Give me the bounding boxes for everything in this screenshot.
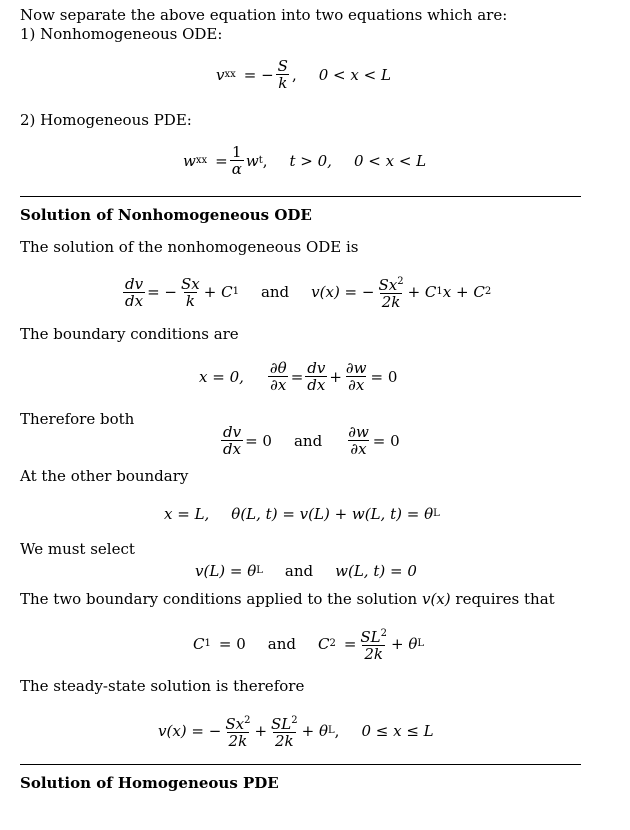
fraction-denominator: α — [231, 160, 242, 178]
eq-condition: 0 < x < L — [318, 65, 391, 84]
eq-operator: = − — [243, 65, 274, 84]
eq-subscript: 1 — [232, 286, 239, 297]
fraction-numerator: SL — [271, 715, 292, 733]
fraction-denominator: 2k — [381, 293, 401, 311]
eq-term: v(L) = θ — [195, 562, 257, 580]
eq-operator: = — [343, 635, 357, 653]
equation-ode — [216, 58, 391, 91]
eq-symbol: v — [216, 65, 225, 84]
eq-term: C — [193, 635, 205, 653]
eq-condition: 0 < x < L — [353, 151, 427, 170]
equation-constants — [193, 626, 424, 662]
eq-subscript: 1 — [436, 286, 443, 297]
pde-label: 2) Homogeneous PDE: — [20, 111, 192, 129]
fraction — [358, 626, 389, 662]
fraction-denominator: k — [278, 74, 288, 92]
fraction-denominator: 2k — [364, 645, 384, 663]
eq-superscript: 2 — [244, 715, 251, 726]
eq-and: and — [260, 283, 290, 301]
fraction-numerator: dv — [223, 423, 242, 441]
equation-steady-state — [158, 713, 434, 749]
eq-term: v(x) = − — [311, 283, 375, 301]
eq-operator: = — [215, 151, 228, 170]
paragraph: At the other boundary — [20, 467, 189, 485]
eq-term: + θ — [391, 635, 418, 653]
eq-symbol: w — [183, 151, 196, 170]
intro-line: Now separate the above equation into two equations which are: — [20, 6, 508, 24]
fraction-numerator: dv — [125, 274, 144, 293]
equation-pde: w xx = $\frac{1}{\alpha}$ w t , t > 0, 0 < x < L — [183, 143, 427, 178]
fraction-denominator: 2k — [228, 732, 248, 750]
eq-punct: , — [334, 722, 340, 740]
eq-subscript: L — [328, 725, 335, 736]
fraction — [276, 58, 290, 91]
eq-term: + C — [407, 283, 437, 301]
eq-term: + C — [203, 283, 233, 301]
eq-term: x + C — [442, 283, 485, 301]
ode-label: 1) Nonhomogeneous ODE: — [20, 25, 223, 43]
fraction — [179, 276, 202, 309]
eq-subscript: L — [256, 565, 263, 576]
paragraph: The boundary conditions are — [20, 325, 239, 343]
eq-condition: t > 0, — [289, 151, 332, 170]
fraction-denominator: dx — [223, 440, 242, 458]
equation-select — [195, 562, 417, 580]
fraction — [230, 144, 244, 177]
section-heading: Solution of Homogeneous PDE — [20, 774, 279, 792]
fraction-denominator: ∂x — [270, 376, 287, 394]
eq-operator: = 0 — [372, 431, 400, 450]
eq-operator: = 0 — [370, 367, 398, 386]
fraction — [305, 360, 327, 393]
eq-operator: + — [329, 367, 342, 386]
fraction-numerator: ∂θ — [269, 359, 287, 377]
eq-subscript: xx — [224, 68, 236, 80]
eq-subscript: 1 — [204, 638, 211, 649]
eq-superscript: 2 — [397, 276, 404, 287]
fraction-numerator: ∂w — [348, 423, 369, 441]
eq-condition: 0 ≤ x ≤ L — [361, 722, 434, 740]
eq-term: C — [317, 635, 330, 653]
eq-term: v(x) = − — [158, 722, 222, 740]
eq-term: + θ — [301, 722, 329, 740]
fraction — [344, 360, 369, 393]
eq-subscript: xx — [195, 154, 208, 166]
paragraph: The solution of the nonhomogeneous ODE is — [20, 238, 359, 256]
eq-operator: + — [254, 722, 268, 740]
eq-superscript: 2 — [380, 628, 388, 639]
fraction-numerator: Sx — [180, 274, 200, 293]
eq-term: x = L, — [164, 505, 210, 523]
eq-operator: = — [290, 367, 304, 386]
eq-punct: , — [291, 65, 297, 84]
paragraph: We must select — [20, 540, 135, 558]
eq-and: and — [267, 635, 296, 653]
fraction-numerator: dv — [307, 359, 326, 377]
fraction — [123, 276, 145, 309]
eq-subscript: t — [258, 154, 263, 166]
paragraph-text: The two boundary conditions applied to the solution — [20, 590, 422, 608]
section-divider — [20, 196, 581, 197]
eq-and: and — [284, 562, 314, 580]
fraction-denominator: k — [185, 291, 195, 310]
fraction-numerator: SL — [360, 628, 381, 646]
fraction-denominator: dx — [307, 376, 326, 394]
fraction-denominator: ∂x — [348, 376, 365, 394]
fraction-numerator: ∂w — [345, 359, 367, 377]
fraction — [221, 424, 243, 457]
paragraph: The steady-state solution is therefore — [20, 677, 305, 695]
eq-and: and — [293, 431, 323, 450]
fraction-denominator: 2k — [275, 732, 294, 750]
eq-term: θ(L, t) = v(L) + w(L, t) = θ — [231, 505, 434, 523]
fraction-numerator: Sx — [378, 276, 398, 294]
fraction — [346, 424, 371, 457]
eq-term: x = 0, — [199, 367, 244, 386]
eq-subscript: 2 — [484, 286, 492, 297]
eq-operator: = 0 — [218, 635, 246, 653]
equation-other-boundary — [164, 505, 440, 523]
fraction — [376, 274, 405, 310]
eq-subscript: L — [433, 508, 440, 519]
fraction-numerator: 1 — [232, 143, 242, 161]
eq-operator: = − — [147, 283, 177, 301]
fraction-denominator: ∂x — [350, 440, 367, 458]
fraction-denominator: dx — [125, 291, 144, 310]
eq-operator: = 0 — [245, 431, 272, 450]
eq-symbol: w — [245, 151, 259, 170]
paragraph-text: requires that — [450, 590, 555, 608]
equation-boundary — [199, 360, 397, 393]
eq-term: w(L, t) = 0 — [335, 562, 417, 580]
section-heading: Solution of Nonhomogeneous ODE — [20, 206, 312, 224]
inline-math: v(x) — [421, 590, 451, 608]
fraction — [268, 360, 289, 393]
equation-both — [219, 424, 400, 457]
fraction — [223, 713, 252, 749]
paragraph: Therefore both — [20, 410, 135, 428]
fraction — [269, 713, 300, 749]
eq-superscript: 2 — [291, 715, 298, 726]
eq-subscript: 2 — [329, 638, 336, 649]
fraction-numerator: S — [277, 57, 288, 75]
paragraph — [20, 590, 555, 608]
eq-subscript: L — [417, 638, 425, 649]
section-divider — [20, 764, 581, 765]
equation-solution — [121, 274, 491, 310]
fraction-numerator: Sx — [225, 715, 245, 733]
